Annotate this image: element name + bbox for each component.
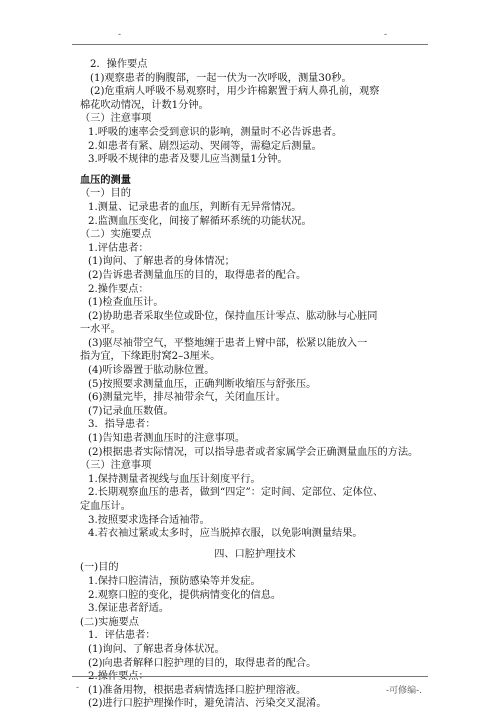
header-left-mark: - bbox=[118, 30, 122, 40]
text-line: 3.按照要求选择合适袖带。 bbox=[88, 514, 210, 526]
footer-text: -可修编-. bbox=[386, 686, 422, 696]
text-line: (1)观察患者的胸腹部，一起一伏为一次呼吸，测量30秒。 bbox=[90, 72, 352, 84]
text-line: （一）目的 bbox=[80, 188, 131, 200]
line-gap bbox=[80, 167, 430, 174]
header-rule bbox=[72, 44, 428, 45]
text-line: 1．评估患者： bbox=[88, 630, 156, 642]
text-line: 定血压计。 bbox=[80, 501, 131, 512]
text-line: 1.测量、记录患者的血压，判断有无异常情况。 bbox=[88, 201, 302, 213]
text-line: (6)测量完毕，排尽袖带余气，关闭血压计。 bbox=[88, 392, 286, 404]
text-line: (二)实施要点 bbox=[80, 616, 139, 628]
text-line: (1)询问、了解患者的身体情况； bbox=[88, 256, 235, 268]
text-line: 1.保持测量者视线与血压计刻度平行。 bbox=[88, 473, 261, 485]
text-line: 2.观察口腔的变化，提供病情变化的信息。 bbox=[88, 589, 282, 601]
text-line: (5)按照要求测量血压，正确判断收缩压与舒张压。 bbox=[88, 378, 317, 390]
text-line: 2．操作要点 bbox=[90, 59, 148, 70]
text-line: 1.呼吸的速率会受到意识的影响，测量时不必告诉患者。 bbox=[88, 126, 343, 138]
text-line: 3．指导患者： bbox=[88, 419, 156, 431]
text-line: (1)准备用物，根据患者病情选择口腔护理溶液。 bbox=[88, 684, 307, 696]
text-line: (2)协助患者采取坐位或卧位，保持血压计零点、肱动脉与心脏同 bbox=[88, 310, 378, 322]
section-heading: 四、口腔护理技术 bbox=[214, 548, 296, 560]
text-line: 棉花吹动情况，计数1分钟。 bbox=[80, 99, 209, 111]
text-line: 2.监测血压变化，间接了解循环系统的功能状况。 bbox=[88, 215, 312, 227]
document-body bbox=[80, 58, 430, 711]
text-line: (7)记录血压数值。 bbox=[88, 405, 174, 417]
text-line: 1.保持口腔清洁，预防感染等并发症。 bbox=[88, 575, 261, 587]
text-line: 2.如患者有紧、剧烈运动、哭闹等，需稳定后测量。 bbox=[88, 140, 322, 152]
text-line: (1)检查血压计。 bbox=[88, 297, 164, 309]
text-line: 2.操作要点： bbox=[88, 283, 149, 295]
text-line: (2)危重病人呼吸不易观察时，用少许棉絮置于病人鼻孔前，观察 bbox=[90, 86, 380, 98]
text-line: (一)目的 bbox=[80, 562, 119, 574]
text-line: （三）注意事项 bbox=[80, 460, 152, 472]
text-line: (3)驱尽袖带空气，平整地缠于患者上臂中部，松紧以能放入一 bbox=[88, 337, 368, 349]
text-line: 1.评估患者： bbox=[88, 242, 149, 254]
text-line: 4.若衣袖过紧或太多时，应当脱掉衣服，以免影响测量结果。 bbox=[88, 528, 363, 540]
header-right-mark: - bbox=[384, 30, 388, 40]
text-line: 3.保证患者舒适。 bbox=[88, 603, 170, 615]
footer-left-mark: - bbox=[76, 683, 80, 693]
text-line: (2)向患者解释口腔护理的目的，取得患者的配合。 bbox=[88, 657, 317, 669]
text-line: (2)进行口腔护理操作时，避免清洁、污染交叉混淆。 bbox=[88, 698, 327, 710]
text-line: 一水平。 bbox=[80, 324, 121, 336]
footer-rule bbox=[72, 676, 428, 677]
text-line: (1)询问、了解患者身体状况。 bbox=[88, 643, 225, 655]
text-line: (1)告知患者测血压时的注意事项。 bbox=[88, 433, 246, 445]
text-line: （三）注意事项 bbox=[80, 113, 152, 125]
text-line: 2.操作要点： bbox=[88, 671, 149, 683]
text-line: (4)听诊器置于肱动脉位置。 bbox=[88, 365, 215, 377]
line-gap bbox=[80, 541, 430, 548]
section-title: 血压的测量 bbox=[80, 173, 131, 186]
text-line: (2)根据患者实际情况，可以指导患者或者家属学会正确测量血压的方法。 bbox=[88, 446, 419, 458]
text-line: （二）实施要点 bbox=[80, 229, 152, 241]
text-line: (2)告诉患者测量血压的目的，取得患者的配合。 bbox=[88, 269, 307, 281]
text-line: 指为宜，下缘距肘窝2–3厘米。 bbox=[80, 351, 221, 363]
text-line: 3.呼吸不规律的患者及婴儿应当测量1分钟。 bbox=[88, 154, 288, 166]
text-line: 2.长期观察血压的患者，做到“四定”：定时间、定部位、定体位、 bbox=[88, 487, 384, 499]
